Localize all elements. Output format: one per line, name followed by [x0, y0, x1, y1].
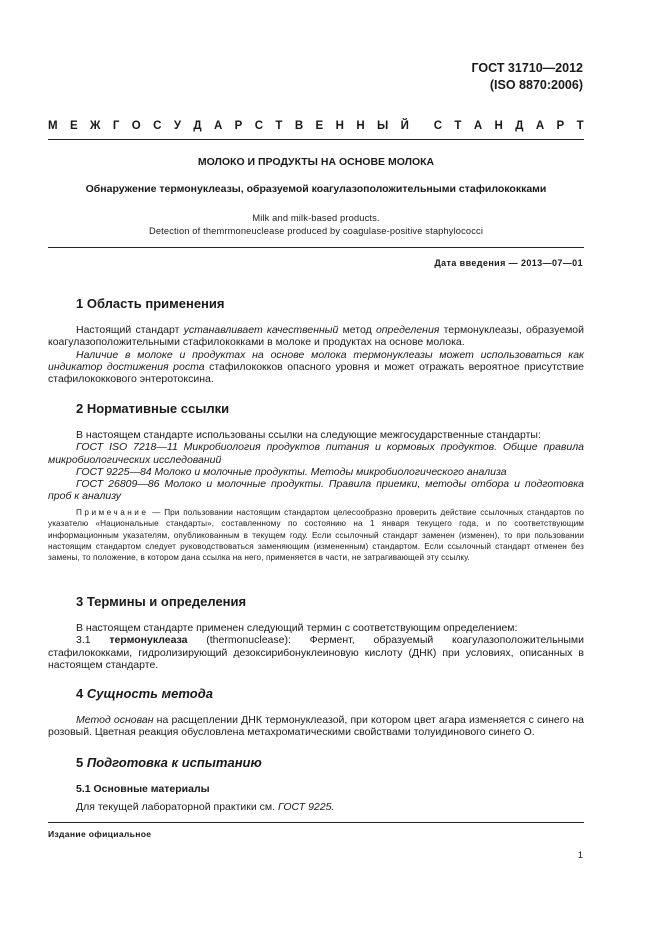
- official-edition-label: Издание официальное: [48, 829, 152, 839]
- section-2-intro: В настоящем стандарте использованы ссылки на следующие межгосударственные стандарты:: [76, 429, 541, 441]
- banner-letter: Д: [515, 120, 524, 132]
- section-1-body: [48, 324, 584, 385]
- banner-letter: А: [473, 120, 483, 132]
- note-label: Примечание: [76, 508, 149, 517]
- banner-letter: Н: [494, 120, 503, 132]
- banner-letter: Г: [112, 120, 120, 132]
- banner-letter: Ж: [90, 120, 101, 132]
- banner-letter: Т: [576, 120, 584, 132]
- banner-letter: С: [254, 120, 264, 132]
- section-3-body: [48, 622, 584, 671]
- section-5-1-paragraph: Для текущей лабораторной практики см. ГОСТ 9225.: [76, 801, 335, 813]
- banner-letter: А: [213, 120, 223, 132]
- term-definition: 3.1 термонуклеаза (thermonuclease): Фермент, образуемый коагулазоположительными стафилококками, гидролизирующий дезоксирибонуклеиновую кислоту (ДНК) при условиях, описанных в настоящем стандарте.: [48, 634, 584, 671]
- section-2-note: [48, 507, 584, 563]
- section-4-body: [48, 714, 584, 739]
- section-4-heading: 4 Сущность метода: [76, 686, 213, 701]
- note-text: — При пользовании настоящим стандартом целесообразно проверить действие ссылочных стандартов по указателю «Национальные стандарты», составленному по состоянию на 1 января текущего года, и по соответствующим информационным указателям, опубликованным в текущем году. Если ссылочный стандарт заменен (изменен), то при пользовании настоящим стандартом следует руководствоваться заменяющим (измененным) стандартом. Если ссылочный стандарт отменен без замены, то положение, в котором дана ссылка на него, применяется в части, не затрагивающей эту ссылку.: [48, 508, 584, 563]
- standard-code-gost: ГОСТ 31710—2012: [471, 61, 583, 75]
- document-subtitle: Обнаружение термонуклеазы, образуемой коагулазоположительными стафилококками: [85, 183, 547, 195]
- banner-letter: Й: [400, 120, 409, 132]
- interstate-standard-banner: [48, 120, 584, 132]
- title-divider: [48, 247, 584, 248]
- english-title-line1: Milk and milk-based products.: [252, 213, 380, 223]
- section-2-body: [48, 429, 584, 503]
- reference-gost-9225: ГОСТ 9225—84 Молоко и молочные продукты. Методы микробиологического анализа: [76, 465, 507, 478]
- banner-letter: С: [433, 120, 443, 132]
- section-1-heading: 1 Область применения: [76, 296, 225, 311]
- page-number: 1: [577, 850, 583, 861]
- footer-divider: [48, 822, 584, 823]
- section-3-intro: В настоящем стандарте применен следующий термин с соответствующим определением:: [76, 622, 518, 634]
- introduction-date: Дата введения — 2013—07—01: [434, 258, 583, 268]
- english-title-line2: Detection of themrmoneuclease produced by coagulase-positive staphylococci: [148, 226, 484, 236]
- banner-letter: Е: [69, 120, 78, 132]
- section-5-1-heading: 5.1 Основные материалы: [76, 783, 210, 795]
- standard-code-iso: (ISO 8870:2006): [489, 78, 583, 92]
- banner-letter: М: [48, 120, 58, 132]
- banner-letter: Р: [556, 120, 565, 132]
- header-divider: [48, 139, 584, 140]
- banner-letter: Т: [275, 120, 283, 132]
- term: термонуклеаза: [109, 634, 188, 647]
- banner-letter: У: [173, 120, 181, 132]
- banner-letter: В: [294, 120, 304, 132]
- banner-letter: Н: [335, 120, 344, 132]
- section-5-heading: 5 Подготовка к испытанию: [76, 755, 262, 770]
- banner-letter: Ы: [377, 120, 389, 132]
- section-1-paragraph-1: Настоящий стандарт устанавливает качественный метод определения термонуклеазы, образуемой коагулазоположительными стафилококками в молоке и продуктах на основе молока.: [48, 324, 584, 349]
- section-1-paragraph-2: Наличие в молоке и продуктах на основе молока термонуклеазы может использоваться как индикатор достижения роста стафилококков опасного уровня и может отражать вероятное присутствие стафилококкового энтеротоксина.: [48, 348, 585, 386]
- document-title: МОЛОКО И ПРОДУКТЫ НА ОСНОВЕ МОЛОКА: [197, 156, 435, 168]
- section-3-heading: 3 Термины и определения: [76, 594, 247, 609]
- section-5-1-body: [48, 801, 584, 813]
- banner-letter: А: [535, 120, 545, 132]
- banner-letter: Н: [356, 120, 365, 132]
- banner-letter: Е: [315, 120, 324, 132]
- reference-gost-26809: ГОСТ 26809—86 Молоко и молочные продукты. Правила приемки, методы отбора и подготовка проб к анализу: [48, 478, 584, 503]
- banner-letter: Т: [454, 120, 462, 132]
- banner-letter: Д: [193, 120, 202, 132]
- banner-letter: С: [153, 120, 162, 132]
- section-4-paragraph: Метод основан на расщеплении ДНК термонуклеазой, при котором цвет агара изменяется с синего на розовый. Цветная реакция обусловлена метахроматическими свойствами толуидинового синего О.: [48, 714, 585, 739]
- english-title: [48, 212, 584, 238]
- standard-code: [471, 60, 583, 94]
- reference-iso-7218: ГОСТ ISO 7218—11 Микробиология продуктов питания и кормовых продуктов. Общие правила микробиологических исследований: [48, 441, 584, 466]
- banner-letter: О: [131, 120, 141, 132]
- section-2-heading: 2 Нормативные ссылки: [76, 401, 230, 416]
- banner-letter: Р: [234, 120, 243, 132]
